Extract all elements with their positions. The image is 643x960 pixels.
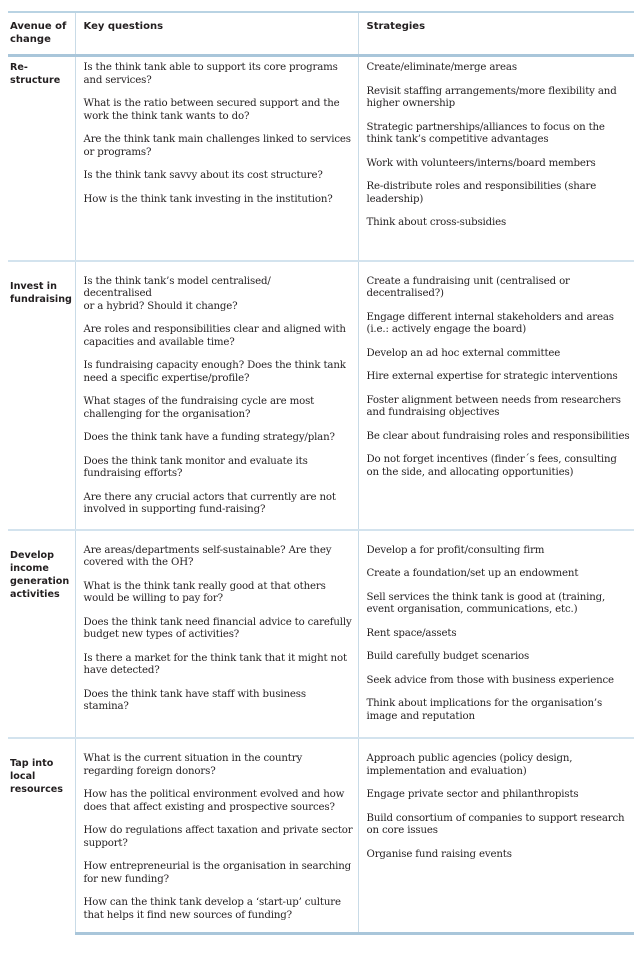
key-question-item: How has the political environment evolved and how does that affect existing and prospective sources?: [83, 789, 345, 813]
header-strategies: Strategies: [358, 12, 634, 56]
strategy-item: Think about cross-subsidies: [366, 217, 507, 228]
strategy-item: Approach public agencies (policy design, implementation and evaluation): [366, 753, 573, 777]
strategies-cell: [358, 56, 634, 261]
strategy-item: Build consortium of companies to support research on core issues: [366, 812, 625, 836]
avenue-label: Tap into local resources: [10, 758, 64, 795]
key-questions-cell: [75, 530, 358, 739]
avenues-of-change-table: [8, 11, 634, 935]
strategy-item: Strategic partnerships/alliances to focus on the think tank’s competitive advantages: [366, 121, 605, 145]
strategies-cell: [358, 530, 634, 739]
key-question-item: How do regulations affect taxation and private sector support?: [83, 825, 353, 849]
strategy-item: Create a foundation/set up an endowment: [366, 568, 579, 579]
key-question-item: Are there any crucial actors that currently are not involved in supporting fund-raising?: [83, 491, 336, 515]
key-question-item: What is the think tank really good at that others would be willing to pay for?: [83, 580, 326, 604]
table-header-row: [8, 12, 634, 56]
key-questions-list: [76, 739, 358, 932]
key-question-item: Does the think tank need financial advice to carefully budget new types of activities?: [83, 616, 352, 640]
key-question-item: How is the think tank investing in the institution?: [83, 193, 333, 205]
table-row-invest-in-fundraising: [8, 261, 634, 530]
key-questions-cell: [75, 738, 358, 934]
strategy-item: Seek advice from those with business experience: [366, 674, 614, 686]
avenue-label: Develop income generation activities: [10, 549, 70, 600]
key-question-item: What is the current situation in the country regarding foreign donors?: [83, 753, 303, 777]
avenue-label: Invest in fundraising: [10, 280, 72, 305]
key-questions-cell: [75, 261, 358, 530]
header-avenue-of-change: Avenue of change: [10, 21, 67, 45]
table-row-tap-into-local-resources: [8, 738, 634, 934]
key-question-item: Are roles and responsibilities clear and aligned with capacities and available time?: [83, 324, 346, 348]
key-question-item: Is fundraising capacity enough? Does the think tank need a specific expertise/profile?: [83, 360, 346, 384]
key-question-item: Is the think tank able to support its core programs and services?: [83, 62, 338, 86]
strategy-item: Work with volunteers/interns/board members: [366, 157, 596, 169]
key-question-item: What stages of the fundraising cycle are most challenging for the organisation?: [83, 396, 315, 420]
strategies-cell: [358, 738, 634, 934]
strategies-cell: [358, 261, 634, 530]
key-question-item: How entrepreneurial is the organisation in searching for new funding?: [83, 861, 352, 885]
table-row-develop-income-generation: [8, 530, 634, 739]
key-questions-list: [76, 262, 358, 529]
strategy-item: Sell services the think tank is good at (training, event organisation, communications, etc.): [366, 591, 606, 615]
strategies-list: [359, 531, 635, 738]
strategy-item: Revisit staffing arrangements/more flexibility and higher ownership: [366, 85, 617, 109]
strategy-item: Engage different internal stakeholders and areas (i.e.: actively engage the board): [366, 311, 614, 335]
strategy-item: Create a fundraising unit (centralised or decentralised?): [366, 275, 570, 299]
key-question-item: Does the think tank have staff with business stamina?: [83, 688, 306, 712]
key-question-item: Does the think tank have a funding strategy/plan?: [83, 432, 335, 443]
strategy-item: Hire external expertise for strategic interventions: [366, 371, 618, 382]
strategy-item: Build carefully budget scenarios: [366, 651, 530, 662]
key-questions-list: [76, 531, 358, 728]
key-question-item: Is there a market for the think tank that it might not have detected?: [83, 652, 347, 676]
strategy-item: Think about implications for the organisation’s image and reputation: [366, 698, 603, 722]
strategy-item: Re-distribute roles and responsibilities (share leadership): [366, 181, 597, 205]
key-question-item: Is the think tank’s model centralised/ decentralised or a hybrid? Should it change?: [83, 275, 271, 312]
strategy-item: Be clear about fundraising roles and responsibilities: [366, 430, 630, 442]
strategy-item: Engage private sector and philanthropists: [366, 789, 579, 800]
key-question-item: Does the think tank monitor and evaluate its fundraising efforts?: [83, 455, 308, 479]
strategy-item: Organise fund raising events: [366, 848, 512, 860]
strategy-item: Rent space/assets: [366, 627, 457, 639]
strategies-list: [359, 262, 635, 492]
strategy-item: Develop a for profit/consulting firm: [366, 544, 545, 556]
key-question-item: Is the think tank savvy about its cost structure?: [83, 170, 323, 181]
avenues-of-change-table-container: [8, 11, 634, 935]
key-questions-cell: [75, 56, 358, 261]
avenue-label: Re-structure: [10, 62, 61, 86]
strategy-item: Develop an ad hoc external committee: [366, 347, 561, 359]
strategies-list: [359, 61, 635, 260]
key-question-item: Are the think tank main challenges linked to services or programs?: [83, 134, 351, 158]
key-question-item: What is the ratio between secured support and the work the think tank wants to do?: [83, 98, 340, 122]
strategy-item: Foster alignment between needs from researchers and fundraising objectives: [366, 394, 621, 418]
key-question-item: Are areas/departments self-sustainable? Are they covered with the OH?: [83, 544, 332, 568]
strategies-list: [359, 739, 635, 871]
strategy-item: Do not forget incentives (finder´s fees, consulting on the side, and allocating opportunities): [366, 454, 617, 478]
key-questions-list: [76, 61, 358, 236]
strategy-item: Create/eliminate/merge areas: [366, 62, 517, 73]
header-key-questions: Key questions: [75, 12, 358, 56]
key-question-item: How can the think tank develop a ‘start-up’ culture that helps it find new sources of funding?: [83, 897, 341, 921]
table-row-re-structure: [8, 56, 634, 261]
